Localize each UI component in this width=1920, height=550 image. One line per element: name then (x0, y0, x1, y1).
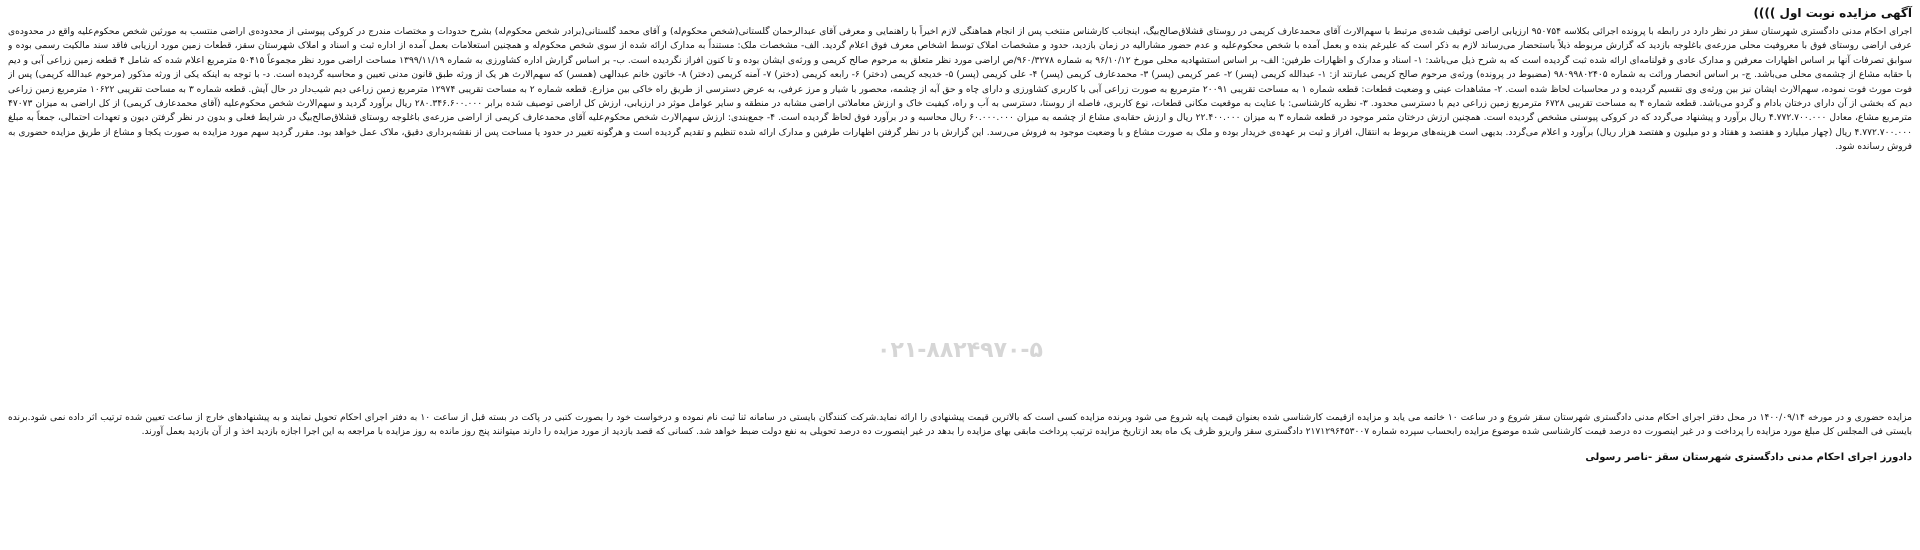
phone-watermark: ۰۲۱-۸۸۲۴۹۷۰-۵ (877, 338, 1043, 363)
signature-line: دادورز اجرای احکام مدنی دادگستری شهرستان سقز -ناصر رسولی (1585, 451, 1912, 463)
notice-title: آگهی مزایده نوبت اول )))) (1753, 6, 1912, 20)
expert-report-body: اجرای احکام مدنی دادگستری شهرستان سقز در نظر دارد در رابطه با پرونده اجرائی بکلاسه ۹۵۰۷۵۴ ارزیابی اراضی توقیف شده‌ی مرتبط با سهم‌الارث آقای محمدعارف کریمی در روستای قشلاق‌صالح‌بیگ، اینجانب کارشناس منتخب پس از انجام هماهنگی لازم اخیراً با راهنمایی و معرفی آقای عبدالرحمان گلستانی(شخص محکوم‌له) و آقای محمد گلستانی(برادر شخص محکوم‌له) بشرح حدودات و مختصات مندرج در کروکی پیوستی از محدوده‌ی اراضی منتسب به مورثین شخص محکوم‌علیه واقع در محدوده‌ی عرفی اراضی روستای فوق با معروفیت محلی مزرعه‌ی باغلوجه بازدید که گزارش مربوطه ذیلاً باستحضار می‌رساند لازم به ذکر است که علیرغم بنده و بعمل آمده با شخص محکوم‌علیه و عدم حضور مشارالیه در زمان بازدید، حدود و مشخصات املاک توسط اشخاص معرف فوق اعلام گردید. الف- مشخصات ملک: مستنداً به مدارک ارائه شده از سوی شخص محکوم‌له و همچنین استعلامات بعمل آمده از اداره ثبت و اسناد و املاک شهرستان سقز، قطعات زمین مورد ارزیابی فاقد سند مالکیت رسمی بوده و سوابق تصرفات آنها بر اساس اظهارات معرفین و مدارک عادی و قولنامه‌ای ارائه شده ثبت گردیده است که به شرح ذیل می‌باشد: ۱- اسناد و مدارک و اظهارات طرفین: الف- بر اساس استشهادیه محلی مورخ ۹۶/۱۰/۱۲ به شماره ۹۶۰/۳۲۷۸/ص اراضی مورد نظر متعلق به مرحوم صالح کریمی و ورثه‌ی ایشان بوده و تا کنون افراز نگردیده است. ب- بر اساس گزارش اداره کشاورزی به شماره ۱۳۹۹/۱۱/۱۹ مساحت اراضی مورد نظر مجموعاً ۵۰۴۱۵ مترمربع اعلام شده که شامل ۴ قطعه زمین زراعی آبی و دیم با حقابه مشاع از چشمه‌ی محلی می‌باشد. ج- بر اساس انحصار وراثت به شماره ۹۸۰۹۹۸۰۲۴۰۵ (مضبوط در پرونده) ورثه‌ی مرحوم صالح کریمی عبارتند از: ۱- عبدالله کریمی (پسر) ۲- عمر کریمی (پسر) ۳- محمدعارف کریمی (پسر) ۴- علی کریمی (پسر) ۵- خدیجه کریمی (دختر) ۶- رابعه کریمی (دختر) ۷- آمنه کریمی (دختر) ۸- خاتون خانم عبدالهی (همسر) که سهم‌الارث هر یک از ورثه طبق قانون مدنی تعیین و محاسبه گردیده است. د- با توجه به اینکه یکی از ورثه مذکور (مرحوم عبدالله کریمی) پس از فوت مورث فوت نموده، سهم‌الارث ایشان نیز بین ورثه‌ی وی تقسیم گردیده و در محاسبات لحاظ شده است. ۲- مشاهدات عینی و وضعیت قطعات: قطعه شماره ۱ به مساحت تقریبی ۲۰۰۹۱ مترمربع به صورت زراعی آبی با کاربری کشاورزی و دارای چاه و حق آبه از چشمه، محصور با شیار و مرز عرفی، به عرض دسترسی از طریق راه خاکی بین مزارع. قطعه شماره ۲ به مساحت تقریبی ۱۲۹۷۴ مترمربع زمین زراعی دیم شیب‌دار در حال آیش. قطعه شماره ۳ به مساحت تقریبی ۱۰۶۲۲ مترمربع زمین زراعی دیم که بخشی از آن دارای درختان بادام و گردو می‌باشد. قطعه شماره ۴ به مساحت تقریبی ۶۷۲۸ مترمربع زمین زراعی دیم با دسترسی محدود. ۳- نظریه کارشناسی: با عنایت به موقعیت مکانی قطعات، نوع کاربری، فاصله از روستا، دسترسی به آب و راه، کیفیت خاک و ارزش معاملاتی اراضی مشابه در منطقه و سایر عوامل موثر در ارزیابی، ارزش کل اراضی توصیف شده برابر ۲۸۰.۳۴۶.۶۰۰.۰۰۰ ریال برآورد گردید و سهم‌الارث شخص محکوم‌علیه (آقای محمدعارف کریمی) از کل اراضی به میزان ۴۷۰۷۳ مترمربع مشاع، معادل ۴.۷۷۲.۷۰۰.۰۰۰ ریال برآورد و پیشنهاد می‌گردد که در کروکی پیوستی مشخص گردیده است. همچنین ارزش درختان مثمر موجود در قطعه شماره ۳ به میزان ۲۲.۴۰۰.۰۰۰ ریال و ارزش حقابه‌ی مشاع از چشمه به میزان ۶۰.۰۰۰.۰۰۰ ریال محاسبه و در برآورد فوق لحاظ گردیده است. ۴- جمع‌بندی: ارزش سهم‌الارث شخص محکوم‌علیه آقای محمدعارف کریمی از اراضی مزرعه‌ی باغلوجه روستای قشلاق‌صالح‌بیگ در شرایط فعلی و بدون در نظر گرفتن دیون و تعهدات احتمالی، جمعاً به مبلغ ۴.۷۷۲.۷۰۰.۰۰۰ ریال (چهار میلیارد و هفتصد و هفتاد و دو میلیون و هفتصد هزار ریال) برآورد و اعلام می‌گردد. بدیهی است هزینه‌های مربوط به انتقال، افراز و ثبت بر عهده‌ی خریدار بوده و ملک به صورت مشاع و با وضعیت موجود به فروش می‌رسد. این گزارش با در نظر گرفتن اظهارات طرفین و مدارک ارائه شده تنظیم و تقدیم گردیده است و هرگونه تغییر در حدود یا مساحت پس از نقشه‌برداری دقیق، ملاک عمل خواهد بود. مقرر گردید سهم مورد مزایده به صورت یکجا و مشاع از طریق مزایده حضوری به فروش رسانده شود. (8, 27, 1912, 153)
auction-terms-paragraph: مزایده حضوری و در مورخه ۱۴۰۰/۰۹/۱۴ در محل دفتر اجرای احکام مدنی دادگستری شهرستان سقز شروع و در ساعت ۱۰ خاتمه می یابد و مزایده ازقیمت کارشناسی شده بعنوان قیمت پایه شروع می شود وبرنده مزایده کسی است که بالاترین قیمت پیشنهادی را ارائه نماید.شرکت کنندگان بایستی در سامانه ثنا ثبت نام نموده و درخواست خود را بصورت کتبی در پاکت در بسته قبل از ساعت ۱۰ به دفتر اجرای احکام تحویل نمایند و به پیشنهادهای خارج از ساعت تعیین شده ترتیب اثر داده نمی شود.برنده بایستی فی المجلس کل مبلغ مورد مزایده را پرداخت و در غیر اینصورت ده درصد قیمت کارشناسی شده موضوع مزایده رابحساب سپرده شماره ۲۱۷۱۲۹۶۴۵۳۰۰۷ دادگستری سقز واریزو ظرف یک ماه بعد ازتاریخ مزایده ترتیب پرداخت مابقی بهای مزایده را بدهد در غیر اینصورت ده درصد تحویلی به نفع دولت ضبط خواهد شد. کسانی که قصد بازدید از مورد مزایده را دارند میتوانند پنج روز مانده به روز مزایده با مراجعه به این اجرا اجازه بازدید اخذ و از آن بازدید بعمل آورند. (8, 413, 1912, 438)
